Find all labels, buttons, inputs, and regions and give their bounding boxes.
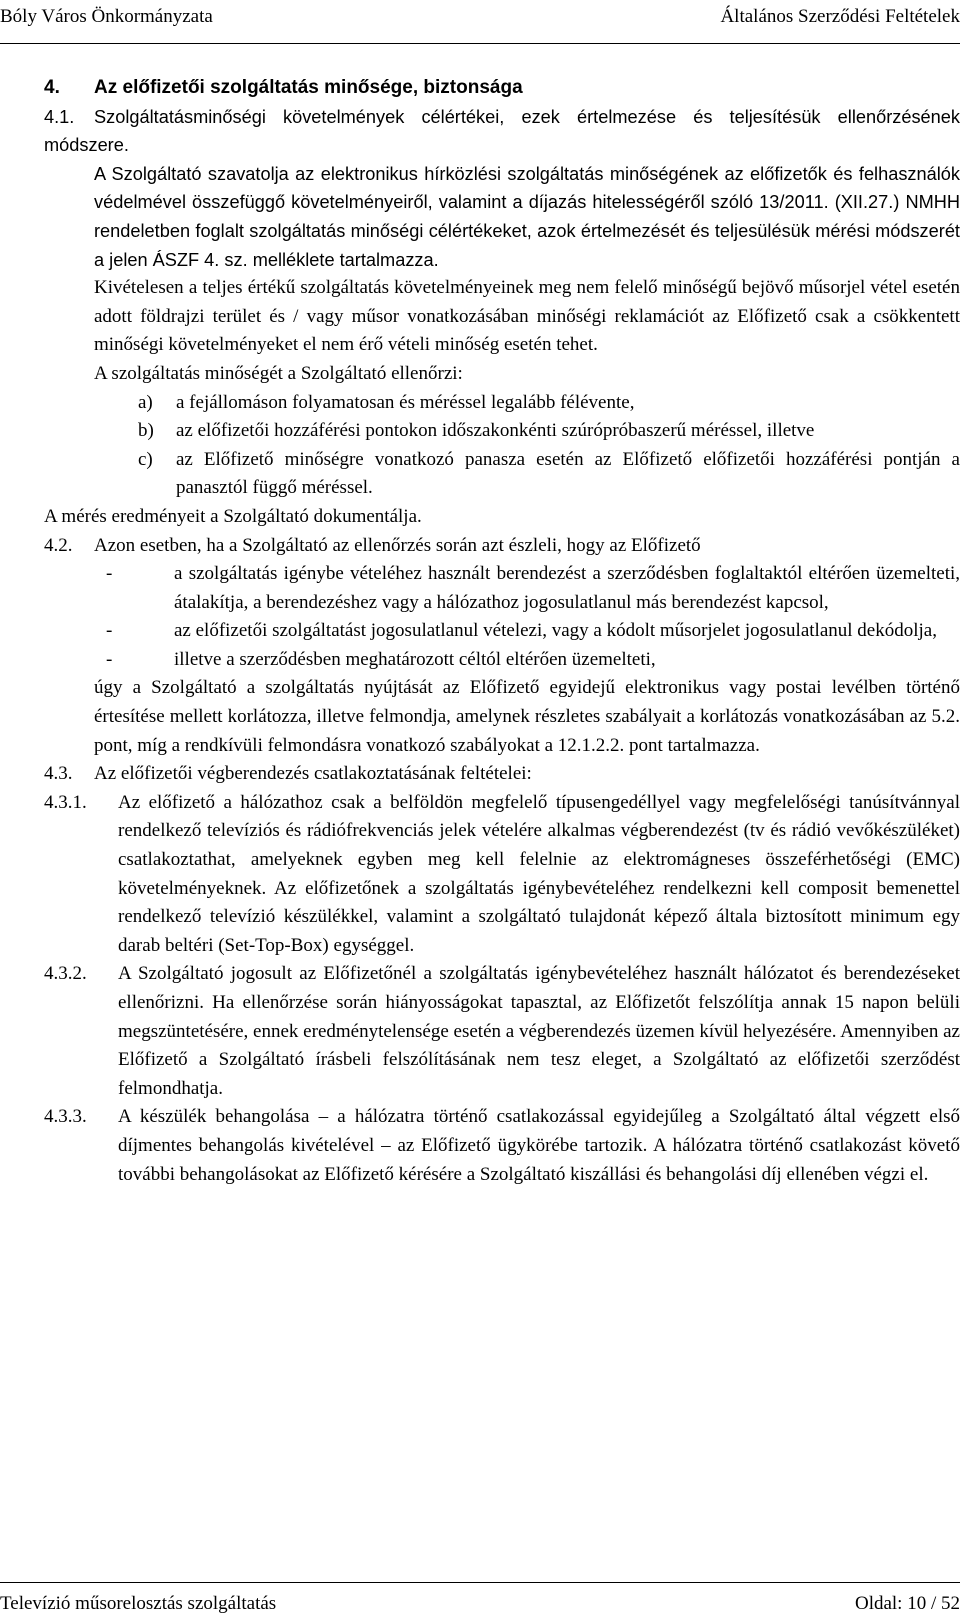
footer-page-number: Oldal: 10 / 52: [854, 1593, 960, 1614]
list-item-text: a fejállomáson folyamatosan és méréssel legalább félévente,: [176, 391, 635, 413]
list-item-label: 4.3.3.: [44, 1106, 87, 1128]
paragraph-quality-check: A szolgáltatás minőségét a Szolgáltató ellenőrzi:: [94, 362, 463, 384]
list-item: [106, 560, 960, 617]
paragraph-restriction: úgy a Szolgáltató a szolgáltatás nyújtását az Előfizető egyidejű elektronikus vagy postai levélben történő értesítése mellett korlátozza, illetve felmondja, amelynek részletes szabályait a korlátozás vonatkozásában az 5.2. pont, míg a rendkívüli felmondásra vonatkozó szabályokat a 12.1.2.2. pont tartalmazza.: [94, 677, 960, 756]
section-4-2-heading: [44, 532, 960, 561]
document-body: [44, 72, 960, 1189]
section-4-1-title: [44, 103, 960, 160]
section-4-1-number: 4.1.: [44, 106, 75, 127]
section-4-1-title-text: Szolgáltatásminőségi követelmények célértékei, ezek értelmezése és teljesítésük ellenőrzésének módszere.: [44, 106, 960, 156]
section-4-3-heading: [44, 760, 960, 789]
list-item: [138, 417, 960, 446]
list-item-text: az előfizetői szolgáltatást jogosulatlanul vételezi, vagy a kódolt műsorjelet jogosulatlanul dekódolja,: [174, 620, 937, 642]
list-item-text: Az előfizető a hálózathoz csak a belföldön megfelelő típusengedéllyel vagy megfelelőségi tanúsítvánnyal rendelkező televíziós és rádiófrekvenciás jelek vételére alkalmas végberendezést (tv és rádió vevőkészüléket) csatlakoztathat, amelyeknek egyben meg kell felelnie az elektromágneses összeférhetőségi (EMC) követelményeknek. Az előfizetőnek a szolgáltatás igénybevételéhez rendelkezni kell composit bemenettel rendelkező televízió készülékkel, valamint a szolgáltató tulajdonát képező általa biztosított minimum egy darab beltéri (Set-Top-Box) egységgel.: [118, 791, 960, 956]
list-item-text: az előfizetői hozzáférési pontokon időszakonkénti szúrópróbaszerű méréssel, illetve: [176, 420, 815, 442]
page-footer: [0, 1582, 960, 1622]
footer-service-name: Televízió műsorelosztás szolgáltatás: [0, 1593, 277, 1614]
list-item: [138, 389, 960, 418]
list-item: [106, 617, 960, 646]
section-4-2-intro: Azon esetben, ha a Szolgáltató az ellenőrzés során azt észleli, hogy az Előfizető: [94, 534, 701, 556]
list-item-label: -: [106, 648, 113, 670]
section-4-3-number: 4.3.: [44, 763, 73, 785]
list-item: [44, 960, 960, 1103]
list-item-text: a szolgáltatás igénybe vételéhez használt berendezést a szerződésben foglaltaktól eltérően üzemelteti, átalakítja, a berendezéshez vagy a hálózathoz jogosulatlanul más berendezést kapcsol,: [174, 563, 960, 613]
list-item: [106, 646, 960, 675]
page-header: [0, 0, 960, 44]
section-4-number: 4.: [44, 77, 60, 98]
paragraph-measurement-doc: A mérés eredményeit a Szolgáltató dokumentálja.: [44, 505, 422, 527]
list-item-text: A készülék behangolása – a hálózatra történő csatlakozással egyidejűleg a Szolgáltató által végzett első díjmentes behangolás kivételével – az Előfizető ügykörébe tartozik. A hálózatra történő csatlakozást követő további behangolásokat az Előfizető kérésére a Szolgáltató kiszállási és behangolási díj ellenében végzi el.: [118, 1106, 960, 1185]
paragraph-quality-guarantee: A Szolgáltató szavatolja az elektronikus hírközlési szolgáltatás minőségének az előfizetők és felhasználók védelmével összefüggő követelményeiről, valamint a díjazás hitelességéről szóló 13/2011. (XII.27.) NMHH rendeletben foglalt szolgáltatás minőségi célértékeket, azok értelmezését és teljesülésük mérési módszerét a jelen ÁSZF 4. sz. melléklete tartalmazza.: [94, 163, 960, 270]
list-item: [44, 789, 960, 961]
list-item-label: a): [138, 391, 153, 413]
list-item-text: illetve a szerződésben meghatározott céltól eltérően üzemelteti,: [174, 648, 656, 670]
list-item: [138, 446, 960, 503]
list-item-label: 4.3.2.: [44, 963, 87, 985]
list-item-label: -: [106, 620, 113, 642]
section-4-2-number: 4.2.: [44, 534, 73, 556]
list-item-text: az Előfizető minőségre vonatkozó panasza esetén az Előfizető előfizetői hozzáférési pontján a panasztól függő méréssel.: [176, 448, 960, 499]
list-item-label: -: [106, 563, 113, 585]
section-4-3-title: Az előfizetői végberendezés csatlakoztatásának feltételei:: [94, 763, 532, 785]
list-item-text: A Szolgáltató jogosult az Előfizetőnél a szolgáltatás igénybevételéhez használt hálózatot és berendezéseket ellenőrizni. Ha ellenőrzése során hiányosságokat tapasztal, az Előfizetőt felszólítja annak 15 napon belüli megszüntetésére, ennek eredménytelensége esetén a végberendezés üzemen kívül helyezésére. Amennyiben az Előfizető a Szolgáltató írásbeli felszólításának nem tesz eleget, a Szolgáltató az előfizetői szerződést felmondhatja.: [118, 963, 960, 1099]
header-document-title: Általános Szerződési Feltételek: [720, 6, 960, 27]
header-organization: Bóly Város Önkormányzata: [0, 6, 213, 27]
list-item-label: 4.3.1.: [44, 791, 87, 813]
list-item-label: c): [138, 448, 153, 470]
section-4-title: Az előfizetői szolgáltatás minősége, biztonsága: [94, 77, 523, 98]
list-item-label: b): [138, 420, 154, 442]
list-item: [44, 1103, 960, 1189]
paragraph-exception: Kivételesen a teljes értékű szolgáltatás követelményeinek meg nem felelő minőségű bejövő műsorjel vétel esetén adott földrajzi terület és / vagy műsor vonatkozásában minőségi reklamációt az Előfizető csak a csökkentett minőségi követelményeket el nem érő vételi minőség esetén tehet.: [94, 277, 960, 356]
section-4-heading: [44, 74, 960, 103]
